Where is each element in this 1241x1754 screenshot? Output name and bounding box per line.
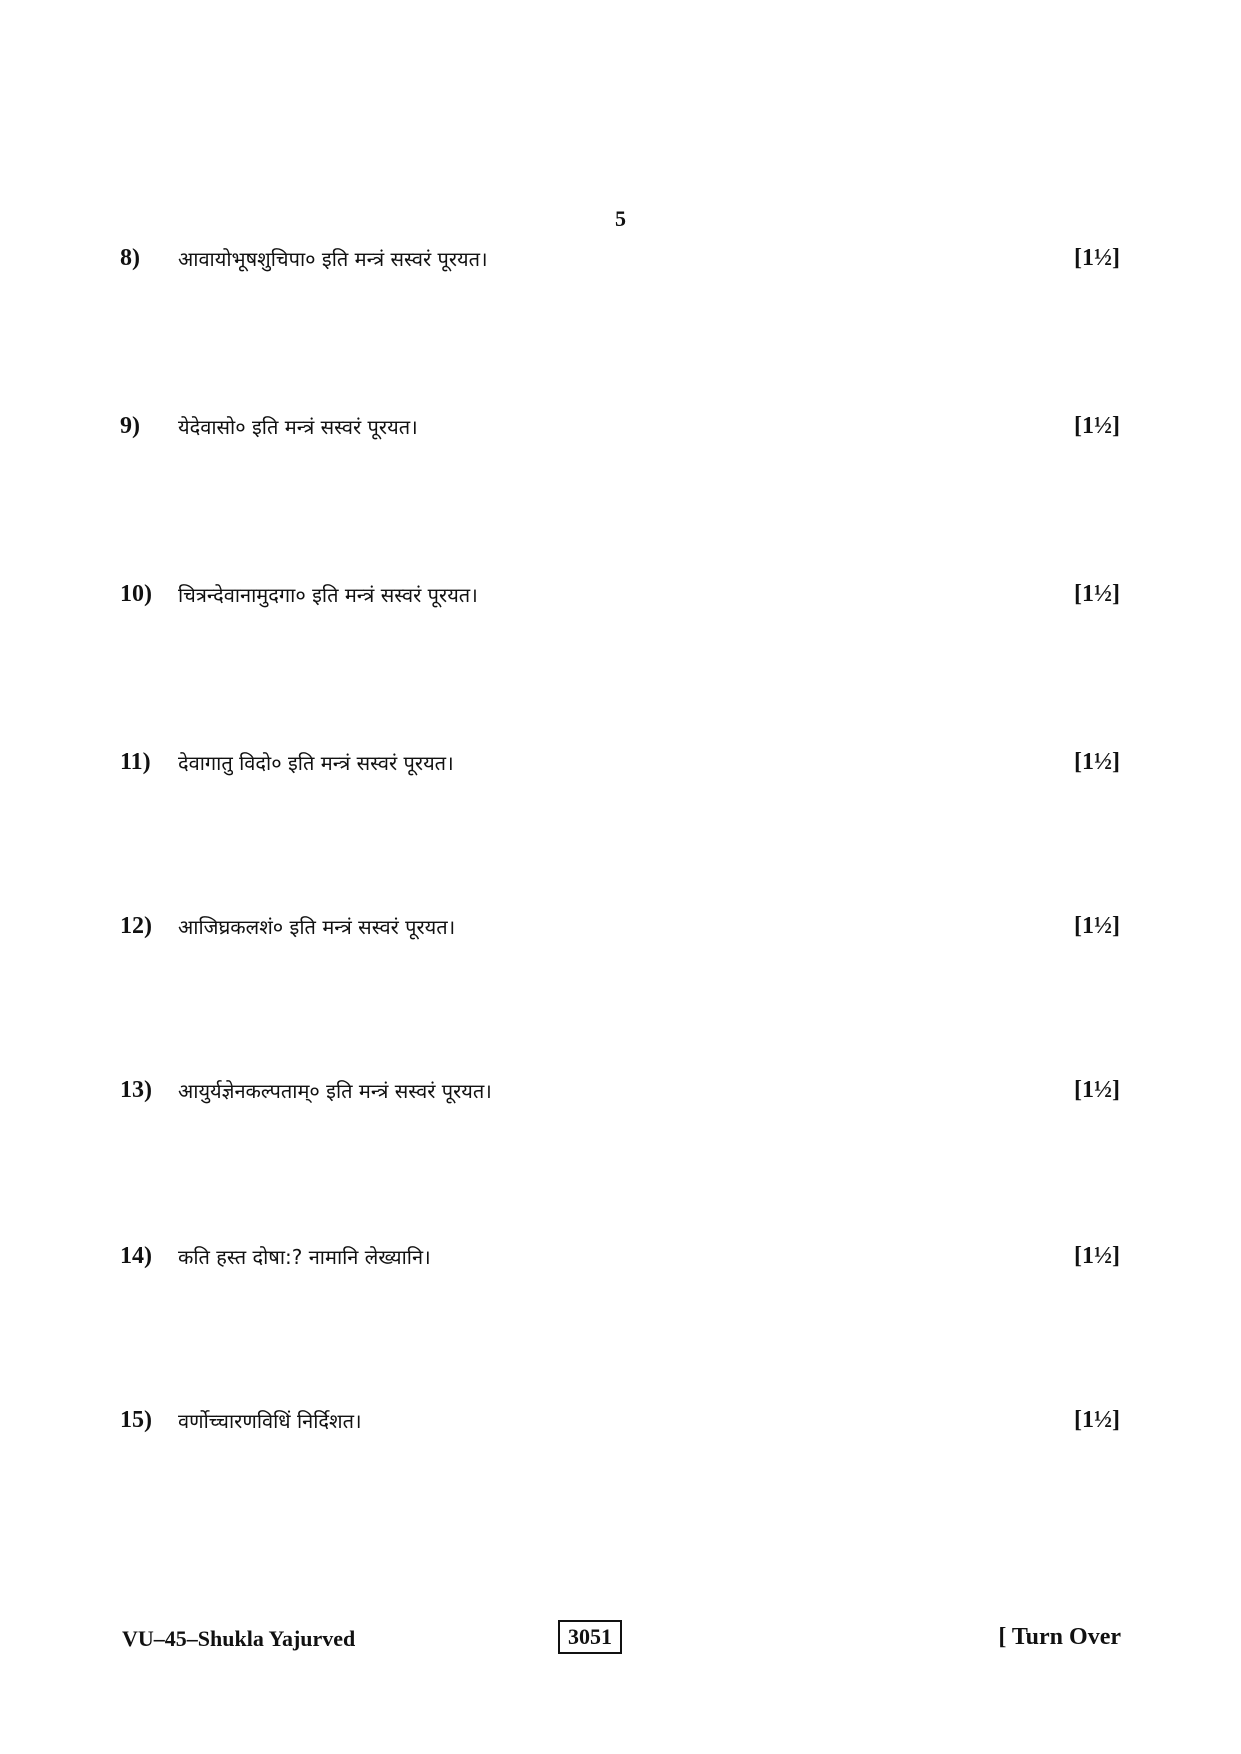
footer-paper-code: 3051 [558, 1620, 622, 1654]
question-marks: [1½] [1074, 912, 1120, 939]
question-text: आवायोभूषशुचिपा० इति मन्त्रं सस्वरं पूरयत। [178, 246, 488, 271]
question-number: 10) [120, 580, 152, 607]
question-15 [120, 1400, 1120, 1440]
question-number: 13) [120, 1076, 152, 1103]
question-marks: [1½] [1074, 412, 1120, 439]
question-9 [120, 406, 1120, 446]
footer-subject: VU–45–Shukla Yajurved [122, 1626, 356, 1651]
question-11 [120, 742, 1120, 782]
question-text: वर्णोच्चारणविधिं निर्दिशत। [178, 1408, 362, 1433]
footer-turn-over: [ Turn Over [998, 1624, 1121, 1650]
question-13 [120, 1070, 1120, 1110]
question-marks: [1½] [1074, 244, 1120, 271]
question-12 [120, 906, 1120, 946]
question-number: 14) [120, 1242, 152, 1269]
question-text: देवागातु विदो० इति मन्त्रं सस्वरं पूरयत। [178, 750, 454, 775]
question-number: 8) [120, 244, 140, 271]
question-text: आयुर्यज्ञेनकल्पताम्० इति मन्त्रं सस्वरं पूरयत। [178, 1078, 492, 1103]
question-8 [120, 238, 1120, 278]
question-text: चित्रन्देवानामुदगा० इति मन्त्रं सस्वरं पूरयत। [178, 582, 478, 607]
question-number: 9) [120, 412, 140, 439]
question-marks: [1½] [1074, 1406, 1120, 1433]
question-marks: [1½] [1074, 1242, 1120, 1269]
question-14 [120, 1236, 1120, 1276]
question-text: येदेवासो० इति मन्त्रं सस्वरं पूरयत। [178, 414, 418, 439]
page-number: 5 [615, 206, 626, 231]
question-marks: [1½] [1074, 1076, 1120, 1103]
question-marks: [1½] [1074, 580, 1120, 607]
question-number: 15) [120, 1406, 152, 1433]
question-marks: [1½] [1074, 748, 1120, 775]
question-text: कति हस्त दोषा:? नामानि लेख्यानि। [178, 1244, 431, 1269]
question-text: आजिघ्रकलशं० इति मन्त्रं सस्वरं पूरयत। [178, 914, 456, 939]
question-10 [120, 574, 1120, 614]
question-number: 12) [120, 912, 152, 939]
question-number: 11) [120, 748, 151, 775]
